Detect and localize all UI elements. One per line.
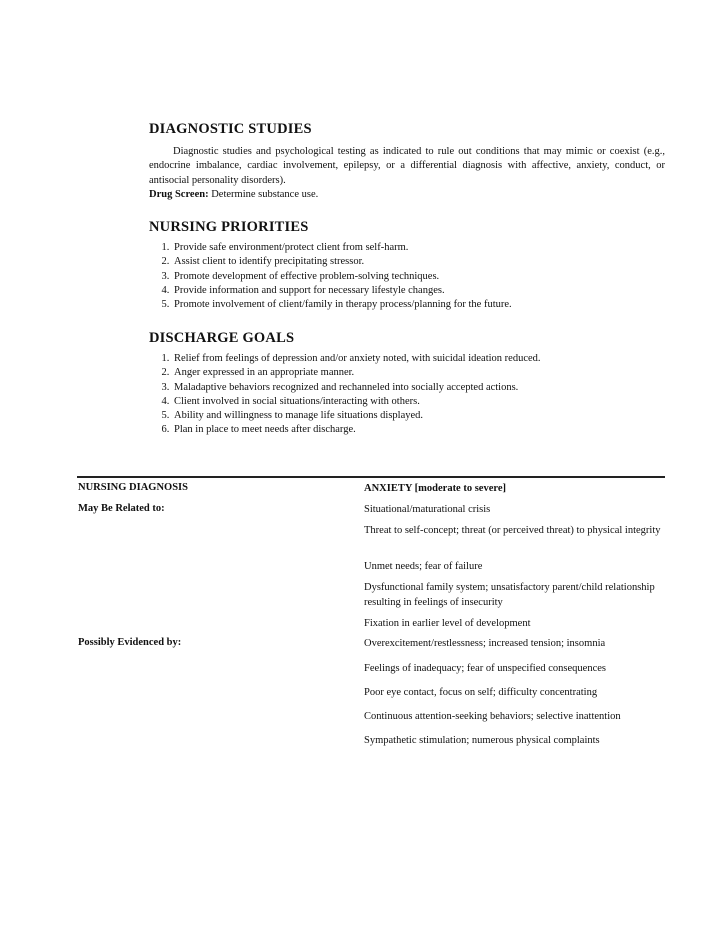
related-factor: Threat to self-concept; threat (or perceived threat) to physical integrity [364,525,661,536]
list-item: 5. Ability and willingness to manage life situations displayed. [172,409,665,423]
evidence-item: Poor eye contact, focus on self; difficulty concentrating [364,687,598,698]
table-rule [77,476,665,478]
related-factor: Dysfunctional family system; unsatisfactory parent/child relationship resulting in feelings of insecurity [364,582,655,608]
diagnostic-studies-section [149,121,665,202]
list-item: 4. Provide information and support for necessary lifestyle changes. [172,284,665,298]
list-item: 6. Plan in place to meet needs after discharge. [172,423,665,437]
related-to-label: May Be Related to: [78,503,165,514]
evidence-item: Overexcitement/restlessness; increased tension; insomnia [364,638,606,649]
list-item: 1. Provide safe environment/protect client from self-harm. [172,241,665,255]
list-item: 5. Promote involvement of client/family in therapy process/planning for the future. [172,298,665,312]
section-heading: NURSING PRIORITIES [149,219,309,235]
drug-screen-text: Determine substance use. [208,188,319,200]
list-item: 4. Client involved in social situations/interacting with others. [172,395,665,409]
evidence-item: Sympathetic stimulation; numerous physical complaints [364,735,600,746]
drug-screen-line [149,188,665,202]
nursing-diagnosis-value: ANXIETY [moderate to severe] [364,483,507,494]
section-heading: DIAGNOSTIC STUDIES [149,121,312,137]
priorities-list [149,241,665,312]
list-item: 3. Maladaptive behaviors recognized and rechanneled into socially accepted actions. [172,381,665,395]
list-item: 3. Promote development of effective problem-solving techniques. [172,270,665,284]
evidenced-by-label: Possibly Evidenced by: [78,637,182,648]
diagnostic-paragraph: Diagnostic studies and psychological testing as indicated to rule out conditions that may mimic or coexist (e.g., endocrine imbalance, cardiac involvement, epilepsy, or a differential diagnosis with affective, anxiety, conduct, or antisocial personality disorders). [149,146,665,186]
list-item: 2. Anger expressed in an appropriate manner. [172,366,665,380]
evidence-item: Continuous attention-seeking behaviors; selective inattention [364,711,621,722]
list-item: 2. Assist client to identify precipitating stressor. [172,255,665,269]
discharge-goals-section [149,330,665,438]
related-factor: Fixation in earlier level of development [364,618,531,629]
evidence-item: Feelings of inadequacy; fear of unspecified consequences [364,663,606,674]
section-heading: DISCHARGE GOALS [149,330,295,346]
related-factor: Situational/maturational crisis [364,504,491,515]
drug-screen-label: Drug Screen: [149,188,209,200]
list-item: 1. Relief from feelings of depression and/or anxiety noted, with suicidal ideation reduced. [172,352,665,366]
goals-list [149,352,665,438]
nursing-priorities-section [149,219,665,312]
nursing-diagnosis-label: NURSING DIAGNOSIS [78,482,188,493]
related-factor: Unmet needs; fear of failure [364,561,483,572]
